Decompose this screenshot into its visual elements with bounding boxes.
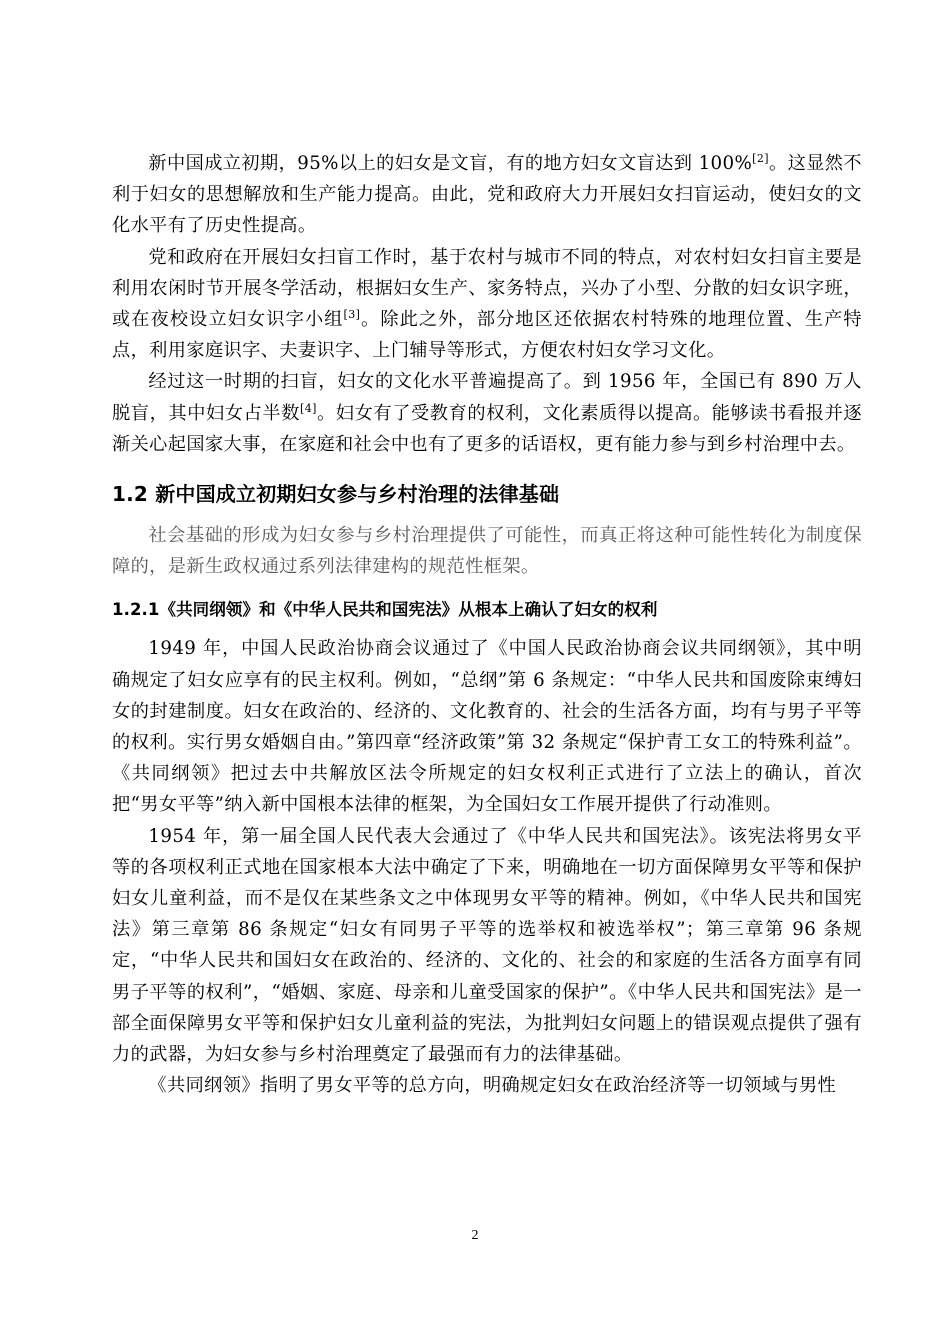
section-heading-1-2: 1.2 新中国成立初期妇女参与乡村治理的法律基础 <box>112 482 560 507</box>
page-number: 2 <box>471 1228 479 1243</box>
paragraph-section-intro: 社会基础的形成为妇女参与乡村治理提供了可能性，而真正将这种可能性转化为制度保障的，是新生政权通过系列法律建构的规范性框架。 <box>112 525 862 578</box>
citation-ref[interactable]: [3] <box>343 307 361 321</box>
paragraph-text: 。除此之外，部分地区还依据农村特殊的地理位置、生产特点，利用家庭识字、夫妻识字、上门辅导等形式，方便农村妇女学习文化。 <box>112 309 862 362</box>
paragraph-literacy-rate <box>112 148 862 242</box>
paragraph-text: 。这显然不利于妇女的思想解放和生产能力提高。由此，党和政府大力开展妇女扫盲运动，使妇女的文化水平有了历史性提高。 <box>112 153 862 237</box>
paragraph-constitution: 1954 年，第一届全国人民代表大会通过了《中华人民共和国宪法》。该宪法将男女平等的各项权利正式地在国家根本大法中确定了下来，明确地在一切方面保障男女平等和保护妇女儿童利益，而不是仅在某些条文之中体现男女平等的精神。例如，《中华人民共和国宪法》第三章第 86 条规定“妇女有同男子平等的选举权和被选举权”；第三章第 96 条规定，“中华人民共和国妇女在政治的、经济的、文化的、社会的和家庭的生活各方面享有同男子平等的权利”，“婚姻、家庭、母亲和儿童受国家的保护”。《中华人民共和国宪法》是一部全面保障男女平等和保护妇女儿童利益的宪法，为批判妇女问题上的错误观点提供了强有力的武器，为妇女参与乡村治理奠定了最强而有力的法律基础。 <box>112 825 862 1066</box>
paragraph-equality-direction: 《共同纲领》指明了男女平等的总方向，明确规定妇女在政治经济等一切领域与男性 <box>148 1075 837 1097</box>
paragraph-text: 经过这一时期的扫盲，妇女的文化水平普遍提高了。到 1956 年，全国已有 890 万人脱盲，其中妇女占半数 <box>112 371 862 424</box>
paragraph-text: 。妇女有了受教育的权利，文化素质得以提高。能够读书看报并逐渐关心起国家大事，在家庭和社会中也有了更多的话语权，更有能力参与到乡村治理中去。 <box>112 402 862 455</box>
paragraph-common-program: 1949 年，中国人民政治协商会议通过了《中国人民政治协商会议共同纲领》，其中明确规定了妇女应享有的民主权利。例如，“总纲”第 6 条规定：“中华人民共和国废除束缚妇女的封建制度。妇女在政治的、经济的、文化教育的、社会的生活各方面，均有与男子平等的权利。实行男女婚姻自由。”第四章“经济政策”第 32 条规定“保护青工女工的特殊利益”。《共同纲领》把过去中共解放区法令所规定的妇女权利正式进行了立法上的确认，首次把“男女平等”纳入新中国根本法律的框架，为全国妇女工作展开提供了行动准则。 <box>112 638 862 816</box>
paragraph-rural-literacy <box>112 242 862 367</box>
paragraph-text: 新中国成立初期，95%以上的妇女是文盲，有的地方妇女文盲达到 100% <box>148 153 753 174</box>
subsection-heading-1-2-1: 1.2.1《共同纲领》和《中华人民共和国宪法》从根本上确认了妇女的权利 <box>112 600 658 620</box>
citation-ref[interactable]: [4] <box>300 401 317 415</box>
paragraph-literacy-results <box>112 366 862 460</box>
paragraph-text: 党和政府在开展妇女扫盲工作时，基于农村与城市不同的特点，对农村妇女扫盲主要是利用农闲时节开展冬学活动，根据妇女生产、家务特点，兴办了小型、分散的妇女识字班，或在夜校设立妇女识字小组 <box>112 246 862 331</box>
page-body <box>112 148 862 1101</box>
citation-ref[interactable]: [2] <box>752 151 769 165</box>
